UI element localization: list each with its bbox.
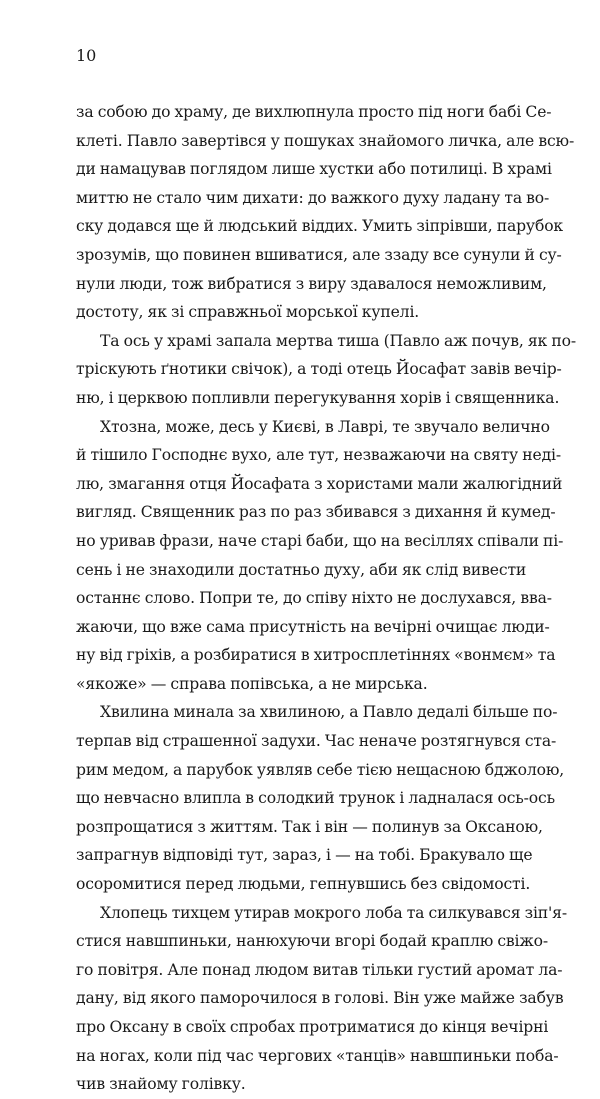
text-line: нули люди, тож вибратися з виру здавалося неможливим, [76, 274, 547, 293]
text-line: сень і не знаходили достатньо духу, аби як слід вивести [76, 560, 527, 579]
text-line: Хвилина минала за хвилиною, а Павло дедалі більше по- [100, 703, 558, 722]
text-line: терпав від страшенної задухи. Час неначе розтягнувся ста- [76, 732, 557, 751]
text-line: Та ось у храмі запала мертва тиша (Павло аж почув, як по- [100, 331, 576, 350]
paragraph [76, 698, 565, 898]
text-line: лю, змагання отця Йосафата з хористами мали жалюгідний [76, 474, 563, 493]
text-line: про Оксану в своїх спробах протриматися до кінця вечірні [76, 1018, 549, 1036]
text-line: ску додався ще й людський віддих. Умить зіпрівши, парубок [76, 217, 564, 236]
text-line: достоту, як зі справжньої морської купелі. [76, 303, 420, 322]
text-line: на ногах, коли під час чергових «танців» навшпиньки поба- [76, 1046, 559, 1065]
text-line: «якоже» — справа попівська, а не мирська. [76, 674, 428, 693]
text-line: Хтозна, може, десь у Києві, в Лаврі, те звучало велично [100, 417, 550, 436]
text-line: тріскують ґнотики свічок), а тоді отець Йосафат завів вечір- [76, 360, 562, 379]
paragraph [76, 899, 567, 1099]
text-line: но уривав фрази, наче старі баби, що на весіллях співали пі- [76, 531, 564, 550]
text-line: ну від гріхів, а розбиратися в хитросплетіннях «вонмєм» та [76, 646, 556, 665]
text-line: вигляд. Священник раз по раз збивався з дихання й кумед- [76, 503, 556, 522]
text-line: й тішило Господнє вухо, але тут, незважаючи на святу неді- [76, 446, 562, 465]
text-line: ди намацував поглядом лише хустки або потилиці. В храмі [76, 160, 552, 179]
text-line: миттю не стало чим дихати: до важкого духу ладану та во- [76, 188, 550, 207]
page-number: 10 [76, 46, 97, 65]
paragraph [76, 413, 564, 699]
text-line: запрагнув відповіді тут, зараз, і — на тобі. Бракувало ще [76, 846, 533, 865]
paragraph [76, 98, 575, 327]
text-line: що невчасно влипла в солодкий трунок і ладналася ось-ось [76, 789, 555, 808]
text-line: за собою до храму, де вихлюпнула просто під ноги бабі Се- [76, 103, 552, 121]
body-text [76, 98, 576, 1099]
text-line: го повітря. Але понад людом витав тільки густий аромат ла- [76, 960, 563, 979]
paragraph [76, 327, 576, 413]
text-line: зрозумів, що повинен вшиватися, але ззаду все сунули й су- [76, 245, 562, 264]
text-line: чив знайому голівку. [76, 1075, 246, 1094]
text-line: розпрощатися з життям. Так і він — полинув за Оксаною, [76, 817, 543, 836]
text-line: Хлопець тихцем утирав мокрого лоба та силкувався зіп'я- [100, 903, 567, 922]
text-line: жаючи, що вже сама присутність на вечірні очищає люди- [76, 617, 550, 636]
text-line: осоромитися перед людьми, гепнувшись без свідомості. [76, 875, 531, 894]
text-line: клеті. Павло завертівся у пошуках знайомого личка, але всю- [76, 131, 575, 150]
text-line: останнє слово. Попри те, до співу ніхто не дослухався, вва- [76, 589, 552, 608]
text-line: дану, від якого паморочилося в голові. Він уже майже забув [76, 989, 564, 1008]
text-line: рим медом, а парубок уявляв себе тією нещасною бджолою, [76, 760, 565, 779]
text-line: стися навшпиньки, нанюхуючи вгорі бодай краплю свіжо- [76, 932, 548, 951]
text-line: ню, і церквою попливли перегукування хорів і священника. [76, 388, 560, 407]
